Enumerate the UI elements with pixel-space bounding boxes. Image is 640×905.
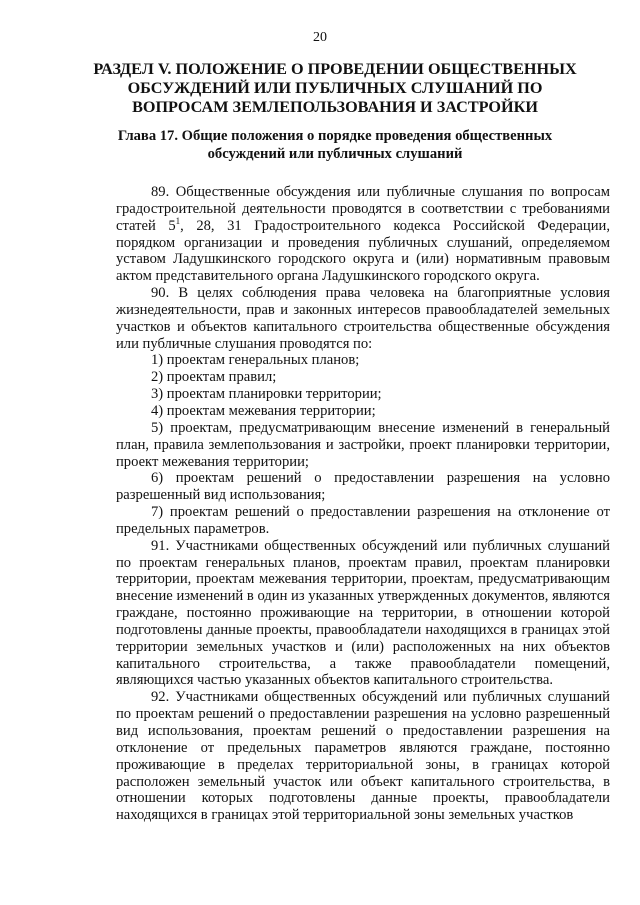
paragraph-89 [116, 184, 610, 285]
document-body [116, 184, 610, 824]
page-number: 20 [313, 30, 327, 45]
chapter-title: Глава 17. Общие положения о порядке проведения общественных обсуждений или публичных слушаний [117, 128, 553, 162]
list-item: 2) проектам правил; [151, 369, 277, 386]
paragraph-90: 90. В целях соблюдения права человека на благоприятные условия жизнедеятельности, прав и законных интересов правообладателей земельных участков и объектов капитального строительства общественные обсуждения или публичные слушания проводятся по: [116, 285, 610, 352]
paragraph-92: 92. Участниками общественных обсуждений или публичных слушаний по проектам решений о предоставлении разрешения на условно разрешенный вид использования, проектам решений о предоставлении разрешения на отклонение от предельных параметров являются граждане, постоянно проживающие в пределах территориальной зоны, в границах которой расположен земельный участок или объект капитального строительства, в отношении которых подготовлены данные проекты, правообладатели находящихся в границах этой территориальной зоны земельных участков [116, 689, 610, 824]
list-item: 3) проектам планировки территории; [151, 386, 382, 403]
section-title: РАЗДЕЛ V. ПОЛОЖЕНИЕ О ПРОВЕДЕНИИ ОБЩЕСТВЕННЫХ ОБСУЖДЕНИЙ ИЛИ ПУБЛИЧНЫХ СЛУШАНИЙ ПО ВОПРОСАМ ЗЕМЛЕПОЛЬЗОВАНИЯ И ЗАСТРОЙКИ [93, 60, 577, 116]
list-item: 4) проектам межевания территории; [151, 402, 376, 419]
list-item: 6) проектам решений о предоставлении разрешения на условно разрешенный вид использования; [116, 470, 610, 504]
paragraph-89-text-end: , 28, 31 Градостроительного кодекса Российской Федерации, порядком организации и проведения публичных слушаний, определяемом уставом Ладушкинского городского округа и (или) нормативным правовым актом представительного органа Ладушкинского городского округа. [116, 217, 610, 285]
list-item: 5) проектам, предусматривающим внесение изменений в генеральный план, правила землепользования и застройки, проект планировки территории, проект межевания территории; [116, 419, 610, 470]
list-item: 7) проектам решений о предоставлении разрешения на отклонение от предельных параметров. [116, 504, 610, 537]
paragraph-89-text-start: 89. Общественные обсуждения или публичные слушания по вопросам градостроительной деятельности проводятся в соответствии с требованиями статей 5 [116, 184, 610, 234]
paragraph-91: 91. Участниками общественных обсуждений или публичных слушаний по проектам генеральных планов, проектам правил, проектам планировки территории, проектам межевания территории, проектам, предусматривающим внесение изменений в один из указанных утвержденных документов, являются граждане, постоянно проживающие на территории, в отношении которой подготовлены данные проекты, правообладатели находящихся в границах этой территории земельных участков и (или) расположенных на них объектов капитального строительства, а также правообладатели помещений, являющихся частью указанных объектов капитального строительства. [116, 537, 610, 689]
superscript: 1 [175, 215, 181, 226]
list-item: 1) проектам генеральных планов; [151, 352, 360, 369]
